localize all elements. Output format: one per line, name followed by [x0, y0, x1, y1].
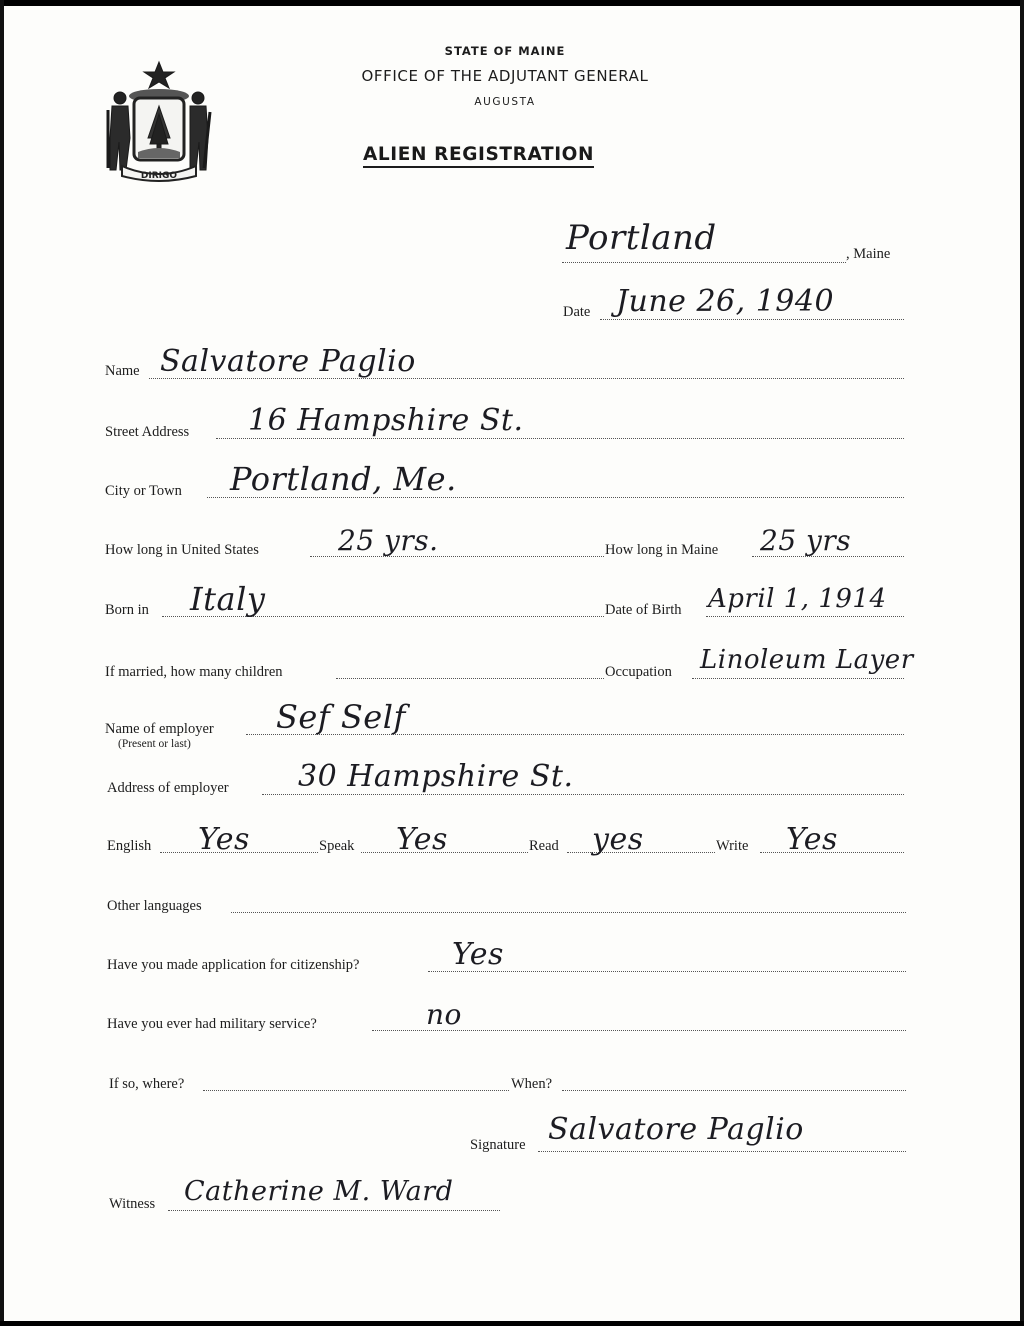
employer-label: Name of employer — [105, 721, 214, 737]
speak-value: Yes — [396, 822, 448, 857]
name-value: Salvatore Paglio — [160, 344, 416, 379]
maine-years-value: 25 yrs — [760, 524, 852, 557]
signature-label: Signature — [470, 1137, 526, 1153]
scan-edge-left — [0, 0, 4, 1326]
born-in-value: Italy — [190, 580, 266, 618]
maine-state-seal-icon — [104, 58, 214, 182]
place-line — [562, 262, 846, 263]
scan-edge-top — [0, 0, 1024, 6]
us-years-label: How long in United States — [105, 542, 259, 558]
birth-date-label: Date of Birth — [605, 602, 682, 618]
citizenship-value: Yes — [452, 937, 504, 972]
born-in-label: Born in — [105, 602, 149, 618]
city-label: City or Town — [105, 483, 182, 499]
when-line — [562, 1090, 906, 1091]
occupation-value: Linoleum Layer — [700, 645, 914, 675]
children-line — [336, 678, 604, 679]
employer-address-label: Address of employer — [107, 780, 229, 796]
office-heading: OFFICE OF THE ADJUTANT GENERAL — [361, 67, 649, 85]
state-heading: STATE OF MAINE — [444, 44, 566, 58]
street-line — [216, 438, 904, 439]
witness-value: Catherine M. Ward — [184, 1176, 454, 1207]
street-label: Street Address — [105, 424, 190, 440]
scan-edge-bottom — [0, 1321, 1024, 1326]
signature-value: Salvatore Paglio — [548, 1112, 804, 1147]
when-label: When? — [511, 1076, 553, 1092]
where-label: If so, where? — [109, 1076, 185, 1092]
date-line — [600, 319, 904, 320]
english-label: English — [107, 838, 152, 854]
place-value: Portland — [566, 218, 717, 258]
write-value: Yes — [786, 822, 838, 857]
witness-line — [168, 1210, 500, 1211]
name-label: Name — [105, 363, 140, 379]
read-label: Read — [529, 838, 559, 854]
other-languages-label: Other languages — [107, 898, 202, 914]
birth-date-line — [706, 616, 904, 617]
employer-address-line — [262, 794, 904, 795]
date-value: June 26, 1940 — [616, 284, 835, 319]
where-line — [203, 1090, 509, 1091]
us-years-value: 25 yrs. — [338, 524, 439, 557]
city-heading: AUGUSTA — [474, 96, 536, 108]
citizenship-label: Have you made application for citizenship? — [107, 957, 360, 973]
children-label: If married, how many children — [105, 664, 283, 680]
read-value: yes — [592, 822, 644, 857]
place-suffix-label: , Maine — [846, 246, 891, 262]
occupation-label: Occupation — [605, 664, 672, 680]
seal-motto: DIRIGO — [140, 171, 178, 181]
maine-years-label: How long in Maine — [605, 542, 719, 558]
street-value: 16 Hampshire St. — [248, 403, 524, 438]
witness-label: Witness — [109, 1196, 156, 1212]
city-value: Portland, Me. — [230, 460, 457, 498]
other-languages-line — [231, 912, 906, 913]
write-label: Write — [716, 838, 749, 854]
form-title: ALIEN REGISTRATION — [363, 144, 594, 168]
employer-address-value: 30 Hampshire St. — [298, 759, 574, 794]
signature-line — [538, 1151, 906, 1152]
scan-edge-right — [1020, 0, 1024, 1326]
employer-sublabel: (Present or last) — [118, 738, 191, 750]
speak-label: Speak — [319, 838, 355, 854]
military-value: no — [426, 998, 462, 1031]
birth-date-value: April 1, 1914 — [708, 584, 887, 614]
occupation-line — [692, 678, 904, 679]
military-label: Have you ever had military service? — [107, 1016, 317, 1032]
employer-value: Sef Self — [276, 698, 406, 736]
english-value: Yes — [198, 822, 250, 857]
date-label: Date — [563, 304, 591, 320]
